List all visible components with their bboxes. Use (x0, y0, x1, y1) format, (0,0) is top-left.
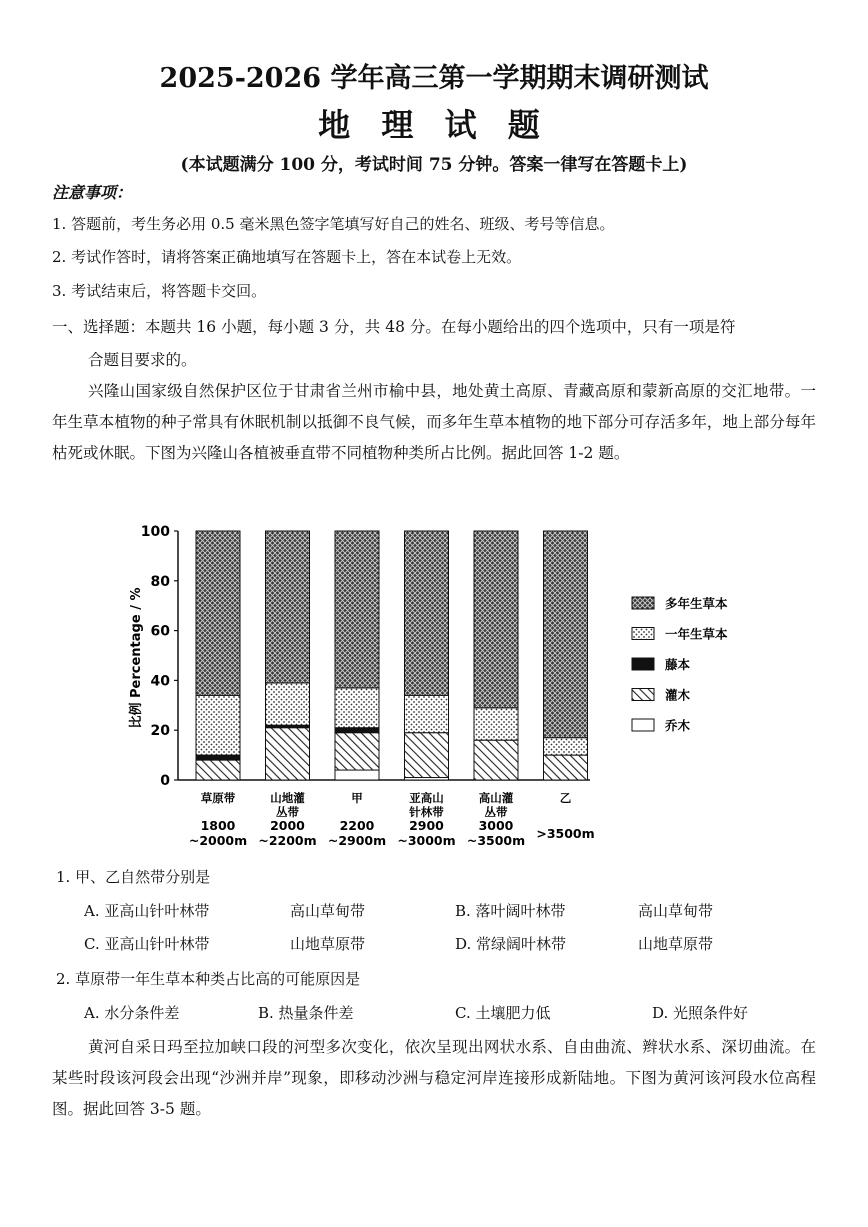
notice-title: 注意事项： (52, 183, 133, 202)
legend-label: 乔木 (665, 718, 691, 733)
q1-option-b-2: 高山草甸带 (638, 902, 714, 920)
x-range-label: ~2900m (327, 833, 387, 848)
bar-segment (335, 531, 379, 688)
notice-item-2: 2. 考试作答时，请将答案正确地填写在答题卡上，答在本试卷上无效。 (52, 248, 522, 266)
bar-segment (266, 531, 310, 683)
section-heading-line1: 一、选择题：本题共 16 小题，每小题 3 分，共 48 分。在每小题给出的四个选项中，只有一项是符 (52, 318, 736, 336)
x-category-label: 高山灌 (478, 791, 514, 805)
x-category-label: 草原带 (200, 791, 236, 805)
x-range-label: 3000 (478, 818, 514, 833)
bar-segment (335, 770, 379, 780)
legend-swatch (632, 597, 654, 609)
exam-subtitle: (本试题满分 100 分，考试时间 75 分钟。答案一律写在答题卡上) (180, 155, 688, 175)
exam-title: 2025-2026 学年高三第一学期期末调研测试 (159, 63, 709, 94)
q2-option-b: B. 热量条件差 (258, 1004, 354, 1022)
x-range-label: ~3000m (397, 833, 456, 848)
x-range-label: ~3500m (466, 833, 526, 848)
chart-bars (196, 531, 588, 780)
q2-option-a: A. 水分条件差 (84, 1004, 180, 1022)
q1-option-a-2: 高山草甸带 (290, 902, 366, 920)
legend-label: 多年生草本 (665, 596, 728, 611)
x-category-label: 丛带 (276, 805, 299, 819)
bar-segment (335, 733, 379, 770)
bar-segment (544, 755, 588, 780)
bar-segment (544, 738, 588, 755)
x-range-label: ~2000m (188, 833, 248, 848)
x-range-label: 2900 (409, 818, 444, 833)
legend-label: 一年生草本 (665, 626, 728, 642)
section-heading (52, 311, 822, 377)
x-category-label: 乙 (559, 791, 572, 805)
x-category-label: 亚高山 (409, 791, 444, 805)
bar-segment (335, 728, 379, 733)
y-tick-label: 100 (140, 524, 170, 540)
bar-segment (196, 760, 240, 780)
legend-swatch (632, 658, 654, 670)
x-range-label: ~2200m (258, 833, 317, 848)
chart-legend (632, 596, 728, 733)
x-category-label: 丛带 (484, 805, 508, 819)
bar-segment (196, 695, 240, 755)
chart-y-label: 比例 Percentage / % (129, 587, 144, 729)
chart-x-labels (189, 791, 595, 848)
bar-segment (266, 728, 310, 780)
question-2-stem: 2. 草原带一年生草本种类占比高的可能原因是 (56, 970, 361, 988)
x-range-label: 2200 (339, 818, 375, 833)
bar-segment (405, 695, 449, 732)
q1-option-c-2: 山地草原带 (290, 935, 366, 953)
x-category-label: 山地灌 (270, 791, 305, 805)
notice-item-1: 1. 答题前，考生务必用 0.5 毫米黑色签字笔填写好自己的姓名、班级、考号等信息。 (52, 215, 615, 233)
y-tick-label: 80 (150, 573, 170, 590)
y-tick-label: 40 (150, 673, 170, 690)
q1-option-a: A. 亚高山针叶林带 (84, 902, 210, 920)
notice-item-3: 3. 考试结束后，将答题卡交回。 (52, 282, 267, 300)
bar-segment (266, 683, 310, 725)
bar-segment (196, 755, 240, 760)
bar-segment (474, 708, 518, 740)
legend-swatch (632, 628, 654, 640)
legend-swatch (632, 719, 654, 731)
legend-label: 藤本 (665, 657, 691, 672)
q1-option-b: B. 落叶阔叶林带 (455, 902, 566, 920)
x-category-label: 甲 (351, 791, 363, 805)
y-tick-label: 60 (150, 623, 170, 640)
bar-segment (474, 740, 518, 780)
legend-label: 灌木 (665, 687, 691, 703)
bar-segment (544, 531, 588, 738)
q1-option-d-2: 山地草原带 (638, 935, 714, 953)
q1-option-c: C. 亚高山针叶林带 (84, 935, 210, 953)
bar-segment (405, 531, 449, 695)
legend-swatch (632, 689, 654, 701)
bar-segment (196, 531, 240, 695)
x-category-label: 针林带 (409, 805, 444, 819)
x-range-label: 1800 (200, 818, 236, 833)
y-tick-label: 0 (160, 773, 170, 789)
x-range-label: >3500m (536, 826, 595, 841)
passage-2: 黄河自采日玛至拉加峡口段的河型多次变化，依次呈现出网状水系、自由曲流、辫状水系、深切曲流。在某些时段该河段会出现“沙洲并岸”现象，即移动沙洲与稳定河岸连接形成新陆地。下图为黄河该河段水位高程图。据此回答 3-5 题。 (52, 1038, 816, 1118)
vegetation-chart (120, 518, 760, 858)
bar-segment (474, 531, 518, 708)
q2-option-c: C. 土壤肥力低 (455, 1004, 551, 1022)
q2-option-d: D. 光照条件好 (652, 1004, 749, 1022)
x-range-label: 2000 (270, 818, 305, 833)
question-1-stem: 1. 甲、乙自然带分别是 (56, 868, 211, 886)
y-tick-label: 20 (150, 723, 170, 740)
section-heading-line2: 合题目要求的。 (88, 351, 197, 369)
passage-1: 兴隆山国家级自然保护区位于甘肃省兰州市榆中县，地处黄土高原、青藏高原和蒙新高原的交汇地带。一年生草本植物的种子常具有休眠机制以抵御不良气候，而多年生草本植物的地下部分可存活多年，地上部分每年枯死或休眠。下图为兴隆山各植被垂直带不同植物种类所占比例。据此回答 1-2 题。 (52, 382, 816, 462)
bar-segment (335, 688, 379, 728)
q1-option-d: D. 常绿阔叶林带 (455, 935, 567, 953)
bar-segment (405, 733, 449, 778)
subject-title: 地 理 试 题 (318, 106, 550, 144)
